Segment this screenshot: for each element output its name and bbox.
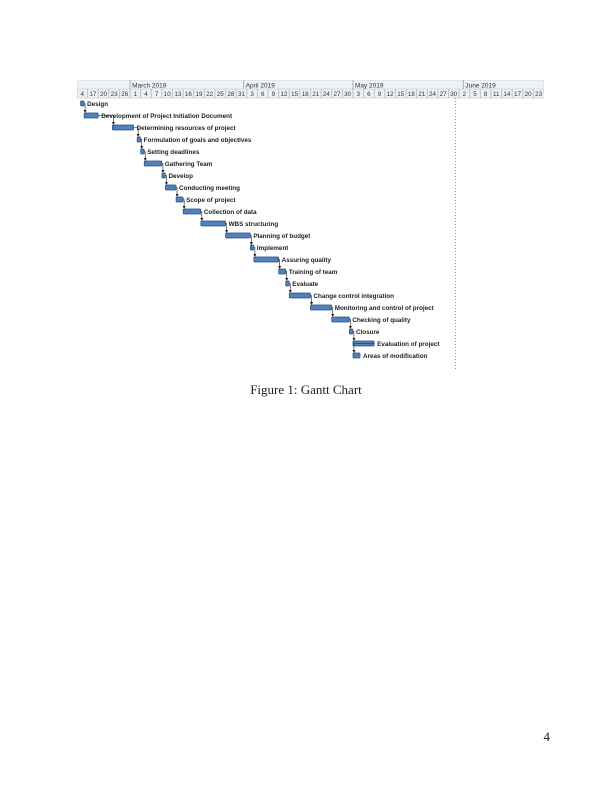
day-tick-label: 2 (462, 91, 467, 98)
day-tick-label: 6 (367, 91, 371, 98)
day-tick-label: 18 (301, 91, 309, 98)
dependency-arrow (144, 158, 147, 161)
day-tick-label: 11 (492, 91, 500, 98)
task-bar (176, 197, 183, 202)
day-tick-label: 25 (216, 91, 224, 98)
task-bar (289, 293, 310, 298)
day-tick-label: 16 (184, 91, 192, 98)
day-tick-label: 20 (100, 91, 108, 98)
task-label: Gathering Team (164, 161, 213, 168)
task-label: Design (87, 101, 109, 108)
task-bar (349, 329, 353, 334)
day-tick-label: 28 (227, 91, 235, 98)
task-label: Change control integration (313, 293, 394, 300)
dependency-arrow (200, 218, 203, 221)
task-bar (81, 101, 85, 106)
task-label: Develop (168, 173, 193, 180)
month-label: March 2019 (132, 82, 167, 90)
task-label: Scope of project (186, 197, 236, 204)
day-tick-label: 27 (333, 91, 341, 98)
task-label: Closure (355, 329, 380, 336)
task-bar (286, 281, 290, 286)
task-bar (201, 221, 226, 226)
day-tick-label: 23 (535, 91, 543, 98)
dependency-arrow (176, 194, 179, 197)
day-tick-label: 5 (473, 91, 477, 98)
month-label: May 2019 (354, 82, 384, 90)
month-label: April 2019 (245, 82, 275, 90)
task-label: Collection of data (203, 209, 257, 216)
day-tick-label: 17 (513, 91, 521, 98)
task-bar (254, 257, 279, 262)
task-bar (353, 353, 360, 358)
dependency-arrow (140, 146, 143, 149)
task-label: Planning of budget (253, 233, 311, 240)
day-tick-label: 14 (503, 91, 511, 98)
task-label: Setting deadlines (147, 149, 200, 156)
dependency-arrow (253, 254, 256, 257)
gantt-chart (77, 80, 544, 370)
task-bar (165, 185, 176, 190)
task-bar (144, 161, 162, 166)
task-bar (279, 269, 286, 274)
dependency-arrow (349, 326, 352, 329)
day-tick-label: 10 (163, 91, 171, 98)
dependency-arrow (310, 302, 313, 305)
day-tick-label: 1 (133, 91, 138, 98)
day-tick-label: 7 (154, 91, 159, 98)
dependency-arrow (165, 182, 168, 185)
task-label: Evaluation of project (377, 341, 440, 348)
gantt-svg (77, 80, 544, 370)
task-label: Areas of modification (363, 353, 428, 360)
task-bar (162, 173, 166, 178)
day-tick-label: 23 (110, 91, 118, 98)
dependency-arrow (352, 350, 355, 353)
day-tick-label: 31 (238, 91, 246, 98)
day-tick-label: 9 (377, 91, 382, 98)
task-label: Checking of quality (352, 317, 411, 324)
dependency-arrow (161, 170, 164, 173)
day-tick-label: 21 (312, 91, 320, 98)
dependency-arrow (285, 278, 288, 281)
task-label: Conducting meeting (179, 185, 240, 192)
day-tick-label: 3 (250, 91, 254, 98)
day-tick-label: 15 (397, 91, 405, 98)
day-tick-label: 9 (271, 91, 276, 98)
task-label: WBS structuring (228, 221, 279, 228)
dependency-arrow (331, 314, 334, 317)
day-tick-label: 30 (344, 91, 352, 98)
task-label: Evaluate (292, 281, 319, 288)
month-label: June 2019 (465, 82, 496, 90)
task-label: Assuring quality (281, 257, 332, 264)
day-tick-label: 8 (483, 91, 488, 98)
dependency-arrow (289, 290, 292, 293)
day-tick-label: 27 (439, 91, 447, 98)
day-tick-label: 4 (80, 91, 85, 98)
task-label: Development of Project Initiation Document (101, 113, 233, 120)
day-tick-label: 26 (121, 91, 129, 98)
day-tick-label: 18 (407, 91, 415, 98)
task-bar (250, 245, 254, 250)
dependency-arrow (137, 134, 140, 137)
dependency-arrow (250, 242, 253, 245)
day-tick-label: 20 (524, 91, 532, 98)
task-bar (226, 233, 251, 238)
day-tick-label: 30 (450, 91, 458, 98)
day-tick-label: 19 (195, 91, 203, 98)
task-label: Formulation of goals and objectives (143, 137, 252, 144)
day-tick-label: 15 (291, 91, 299, 98)
day-tick-label: 24 (429, 91, 437, 98)
task-label: Determining resources of project (136, 125, 236, 132)
day-tick-label: 22 (206, 91, 214, 98)
day-tick-label: 17 (89, 91, 97, 98)
task-bar (332, 317, 350, 322)
day-tick-label: 13 (174, 91, 182, 98)
task-label: Monitoring and control of project (334, 305, 434, 312)
page-number: 4 (543, 729, 550, 744)
day-tick-label: 24 (322, 91, 330, 98)
dependency-arrow (183, 206, 186, 209)
task-bar (112, 125, 133, 130)
dependency-arrow (278, 266, 281, 269)
day-tick-label: 12 (386, 91, 394, 98)
day-tick-label: 12 (280, 91, 288, 98)
task-bar (137, 137, 141, 142)
task-bar (141, 149, 145, 154)
dependency-arrow (84, 110, 87, 113)
dependency-arrow (352, 338, 355, 341)
day-tick-label: 21 (418, 91, 426, 98)
dependency-arrow (112, 122, 115, 125)
task-bar (311, 305, 332, 310)
day-tick-label: 4 (144, 91, 148, 98)
day-tick-label: 3 (356, 91, 361, 98)
task-label: Training of team (288, 269, 338, 276)
dependency-arrow (225, 230, 228, 233)
day-tick-label: 6 (260, 91, 265, 98)
task-bar (84, 113, 98, 118)
task-label: Implement (256, 245, 289, 252)
figure-caption: Figure 1: Gantt Chart (250, 382, 362, 397)
task-bar (183, 209, 201, 214)
